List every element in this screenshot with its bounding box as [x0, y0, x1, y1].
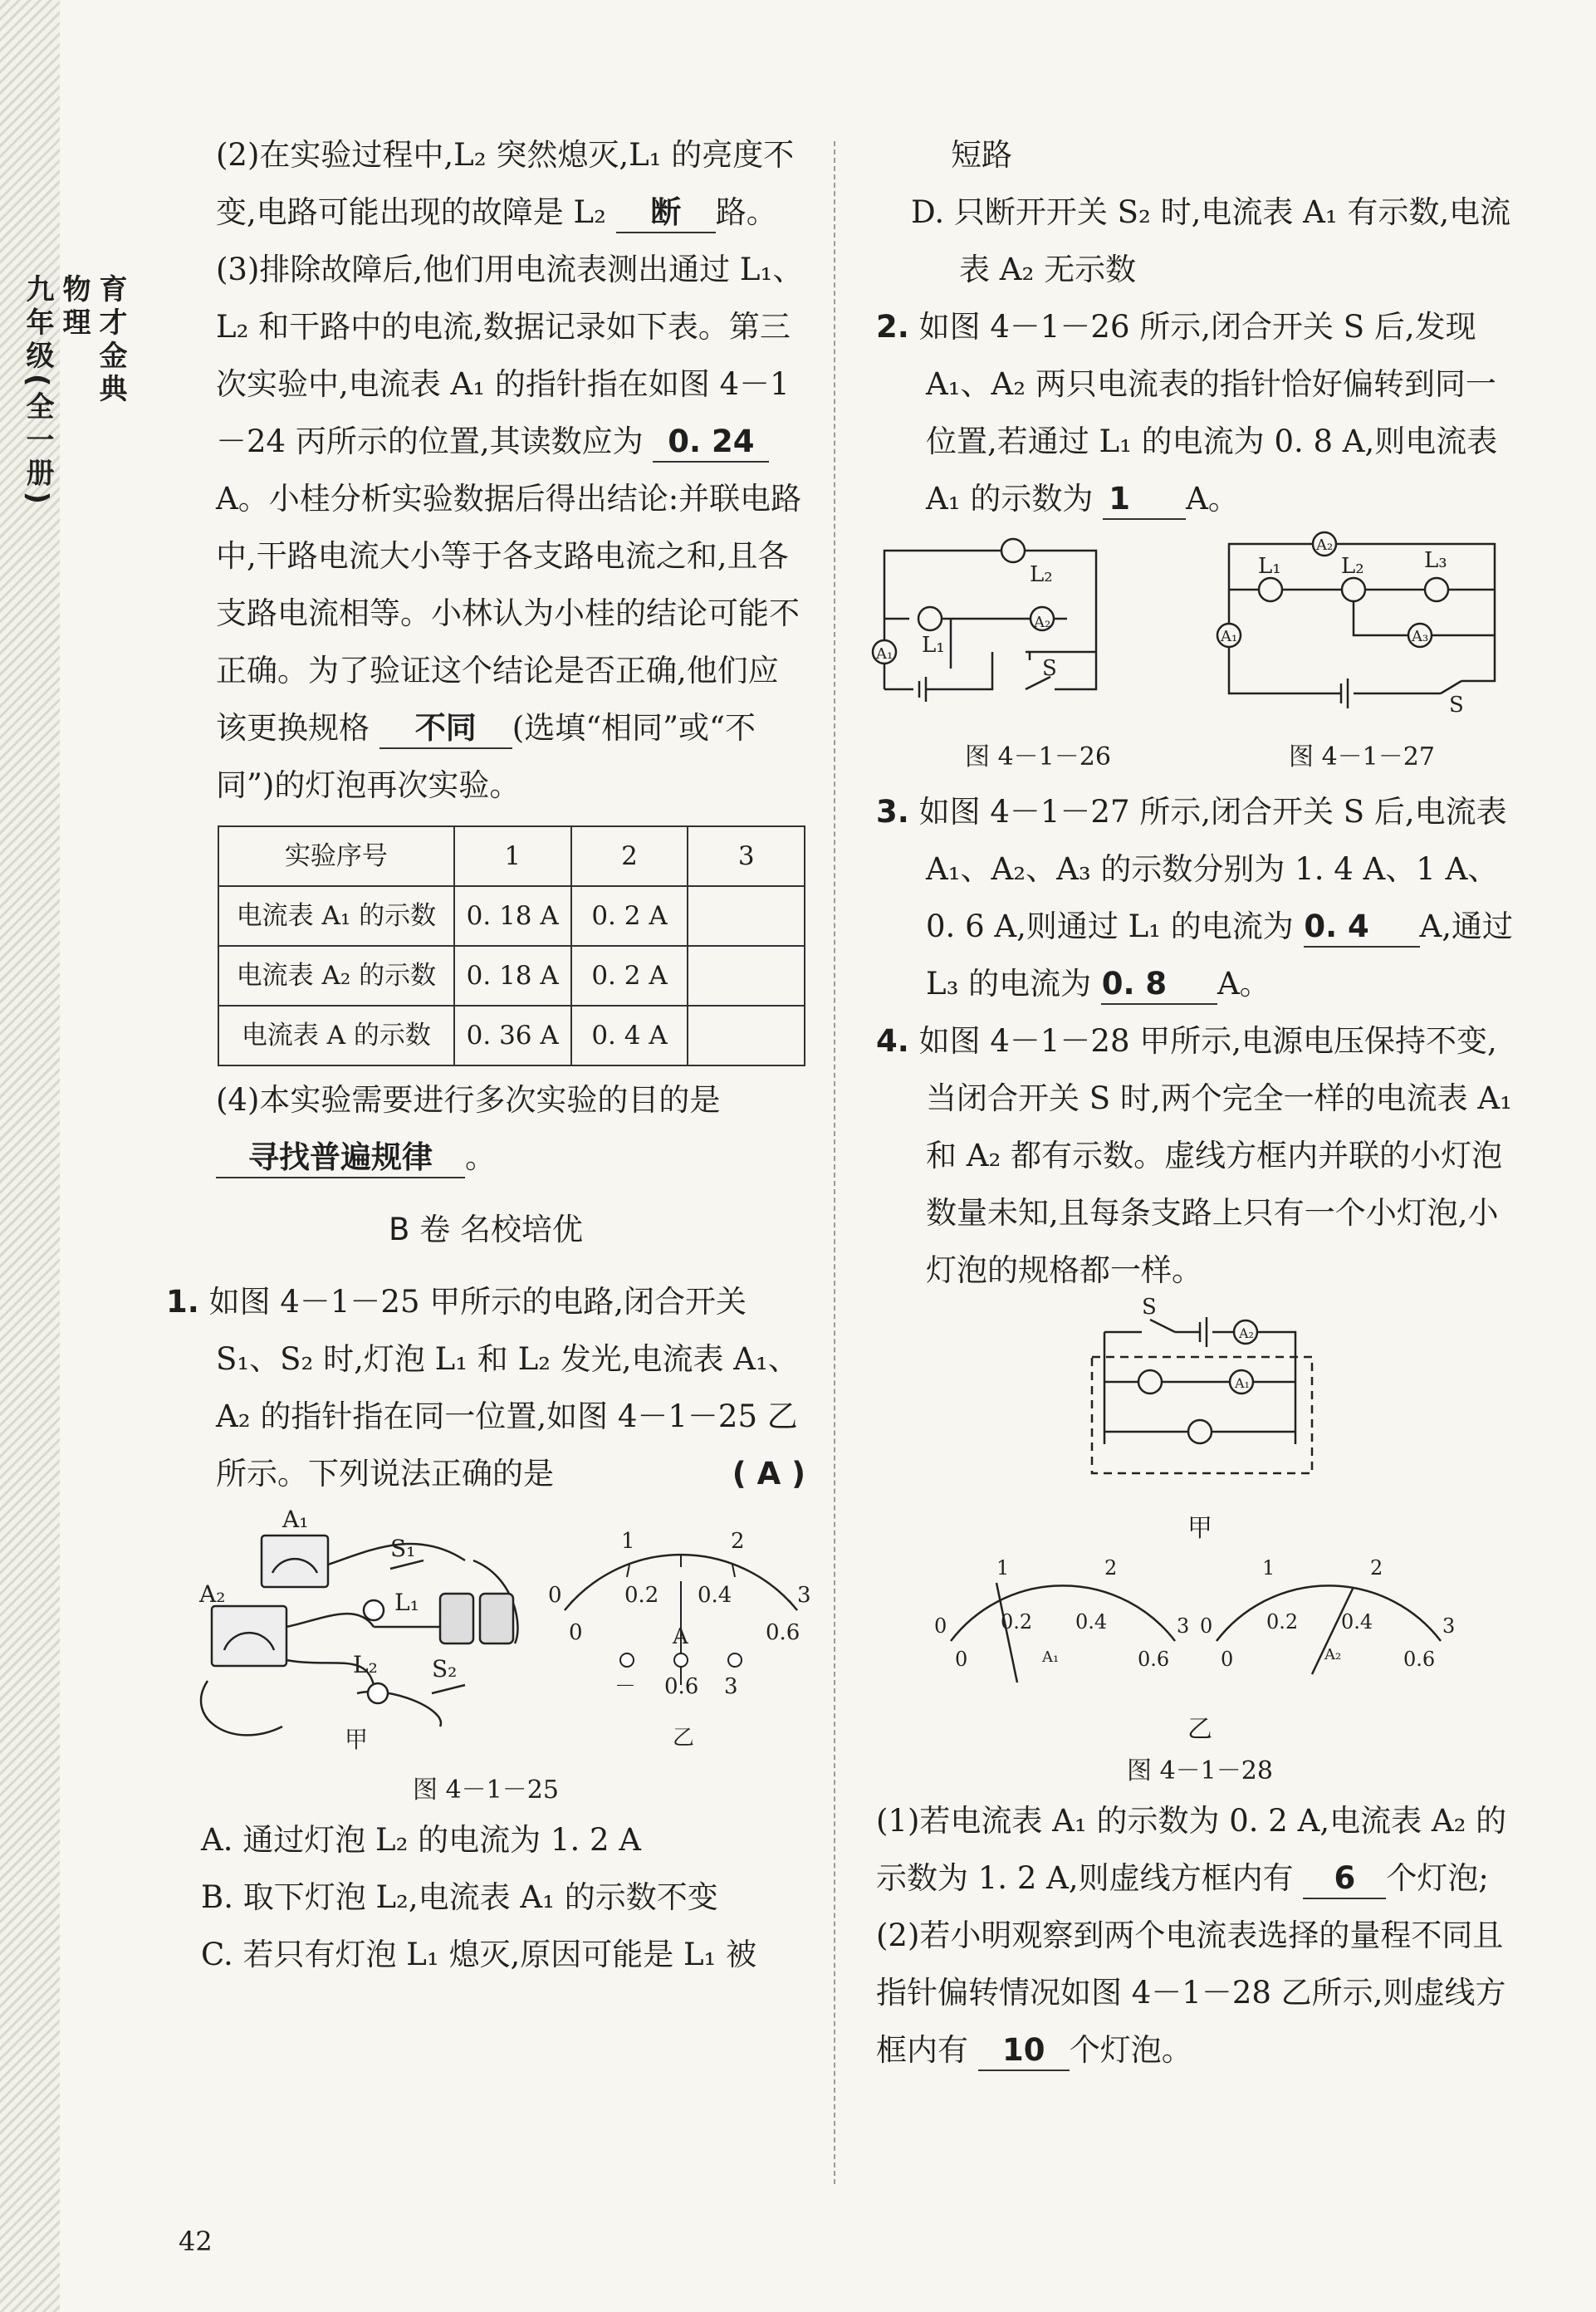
fig28-meter2-tick-1: 1	[1262, 1556, 1275, 1580]
fig28-meter2-tick-0.4: 0.4	[1341, 1610, 1373, 1634]
page-number: 42	[179, 2226, 213, 2257]
answer-blank: 0. 4	[1304, 908, 1420, 948]
fig27-A2-label: A₂	[1316, 536, 1334, 554]
fig26-A2-label: A₂	[1034, 614, 1051, 631]
fig25-terminal-0.6: 0.6	[664, 1674, 699, 1699]
fig28-A1-label: A₁	[1235, 1375, 1250, 1391]
spine-book: 育才金典	[94, 274, 127, 407]
question-2: 2. 如图 4－1－26 所示,闭合开关 S 后,发现 A₁、A₂ 两只电流表的指针恰好偏转到同一位置,若通过 L₁ 的电流为 0. 8 A,则电流表 A₁ 的示数为 1 A。	[876, 298, 1524, 527]
question-4: 4. 如图 4－1－28 甲所示,电源电压保持不变,当闭合开关 S 时,两个完全一样的电流表 A₁ 和 A₂ 都有示数。虚线方框内并联的小灯泡数量未知,且每条支路上只有一个小灯泡,小灯泡的规格都一样。	[876, 1023, 1512, 1288]
fig28-meter1-tick-2: 2	[1104, 1556, 1118, 1580]
answer-blank: 0. 24	[653, 423, 769, 463]
fig28-S-label: S	[1142, 1295, 1157, 1320]
fig27-A1-label: A₁	[1221, 628, 1238, 645]
question-3: 3. 如图 4－1－27 所示,闭合开关 S 后,电流表 A₁、A₂、A₃ 的示数分别为 1. 4 A、1 A、0. 6 A,则通过 L₁ 的电流为 0. 4 A,通过 L₃ 的电流为 0. 8 A。	[876, 783, 1524, 1012]
fig28-meter1-end-0: 0	[934, 1614, 947, 1638]
option-b: B. 取下灯泡 L₂,电流表 A₁ 的示数不变	[201, 1879, 718, 1915]
fig28-meter1-low-0: 0	[955, 1648, 968, 1671]
fig28-meter1-tick-0.2: 0.2	[1001, 1610, 1033, 1634]
fig25-S1-label: S₁	[390, 1535, 416, 1562]
answer-blank: 断	[616, 193, 716, 233]
fig28-meter2-tick-0.2: 0.2	[1266, 1610, 1299, 1634]
fig28-meter2-A2: A₂	[1324, 1646, 1342, 1663]
data-table	[218, 825, 805, 1066]
fig25-yi: 乙	[673, 1726, 695, 1751]
question-4-part2: (2)若小明观察到两个电流表选择的量程不同且指针偏转情况如图 4－1－28 乙所示,则虚线方框内有 10 个灯泡。	[876, 1907, 1524, 2079]
fig25-tick-low-0: 0	[569, 1620, 583, 1645]
fig28-meter1-tick-1: 1	[996, 1556, 1010, 1580]
option-c: C. 若只有灯泡 L₁ 熄灭,原因可能是 L₁ 被	[201, 1937, 757, 1972]
option-a: A. 通过灯泡 L₂ 的电流为 1. 2 A	[201, 1822, 642, 1858]
fig27-L3-label: L₃	[1424, 548, 1447, 573]
fig25-jia: 甲	[345, 1726, 369, 1753]
fig26-A1-label: A₁	[876, 645, 893, 663]
fig27-L1-label: L₁	[1258, 554, 1281, 579]
fig25-terminal-3: 3	[724, 1674, 738, 1699]
table-header-row: 实验序号 1 2 3	[218, 826, 805, 886]
figures-4-1-26-27	[876, 527, 1524, 718]
fig25-A2-label: A₂	[199, 1580, 226, 1608]
fig28-meter2-end-3: 3	[1442, 1614, 1456, 1638]
option-d: D. 只断开开关 S₂ 时,电流表 A₁ 有示数,电流表 A₂ 无示数	[911, 194, 1511, 287]
answer-blank: 1	[1103, 480, 1186, 520]
fig25-tick-1: 1	[621, 1529, 635, 1554]
figure-4-1-25	[166, 1502, 811, 1753]
section-heading: B 卷 名校培优	[389, 1212, 583, 1247]
q2-part3: (3)排除故障后,他们用电流表测出通过 L₁、L₂ 和干路中的电流,数据记录如下表。第三次实验中,电流表 A₁ 的指针指在如图 4－1－24 丙所示的位置,其读数应为 0. 24A。小桂分析实验数据后得出结论:并联电路中,干路电流大小等于各支路电流之和,且各支路电流相等。小林认为小桂的结论可能不正确。为了验证这个结论是否正确,他们应该更换规格 不同 (选填“相同”或“不同”)的灯泡再次实验。	[216, 252, 804, 803]
table-row: 电流表 A 的示数 0. 36 A 0. 4 A	[218, 1006, 805, 1065]
fig26-S-label: S	[1042, 656, 1057, 681]
figure-label-jia: 甲	[1187, 1514, 1212, 1543]
fig25-tick-low-0.6: 0.6	[766, 1620, 800, 1645]
figure-caption: 图 4－1－27	[1289, 742, 1435, 771]
fig25-L1-label: L₁	[394, 1589, 419, 1616]
fig25-tick-2: 2	[731, 1529, 745, 1554]
answer-blank: 6	[1303, 1859, 1386, 1899]
fig28-meter2-low-0: 0	[1221, 1648, 1234, 1671]
q2-part4: (4)本实验需要进行多次实验的目的是 寻找普遍规律 。	[166, 1071, 805, 1186]
figure-caption: 图 4－1－25	[413, 1776, 559, 1805]
figure-4-1-28-jia	[876, 1295, 1524, 1490]
answer-blank: 0. 8	[1101, 965, 1217, 1005]
fig25-L2-label: L₂	[353, 1651, 378, 1678]
fig25-tick-0.4: 0.4	[698, 1583, 732, 1608]
fig28-meter1-tick-0.4: 0.4	[1075, 1610, 1108, 1634]
figure-label-yi: 乙	[1187, 1715, 1212, 1744]
question-1: 1. 如图 4－1－25 甲所示的电路,闭合开关 S₁、S₂ 时,灯泡 L₁ 和 L₂ 发光,电流表 A₁、A₂ 的指针指在同一位置,如图 4－1－25 乙所示。下列说法正确的是 ( A )	[166, 1273, 805, 1502]
fig28-meter1-end-3: 3	[1177, 1614, 1190, 1638]
fig25-meter-A: A	[673, 1624, 688, 1649]
q2-part2: (2)在实验过程中,L₂ 突然熄灭,L₁ 的亮度不变,电路可能出现的故障是 L₂ 断 路。	[166, 126, 805, 241]
figure-4-1-28-yi	[876, 1550, 1524, 1691]
fig28-meter2-low-0.6: 0.6	[1403, 1648, 1436, 1671]
fig25-tick-0.2: 0.2	[624, 1583, 659, 1608]
fig25-terminal-minus: －	[614, 1674, 637, 1699]
table-row: 电流表 A₂ 的示数 0. 18 A 0. 2 A	[218, 946, 805, 1006]
fig25-tick-end-3: 3	[797, 1583, 811, 1608]
answer-blank: 10	[978, 2031, 1070, 2071]
fig28-meter1-low-0.6: 0.6	[1138, 1648, 1170, 1671]
fig25-A1-label: A₁	[282, 1506, 309, 1533]
figure-caption: 图 4－1－28	[1127, 1756, 1273, 1785]
table-row: 电流表 A₁ 的示数 0. 18 A 0. 2 A	[218, 886, 805, 946]
spine-title	[21, 274, 129, 531]
right-column	[876, 126, 1524, 2079]
fig26-L1-label: L₁	[922, 633, 945, 658]
spine-subject: 物理	[57, 274, 91, 340]
fig28-meter2-end-0: 0	[1200, 1614, 1213, 1638]
fig25-tick-end-0: 0	[548, 1583, 562, 1608]
column-divider	[834, 141, 835, 2184]
figure-captions-row	[876, 737, 1524, 778]
left-column	[166, 126, 811, 1983]
option-c-continued: 短路	[951, 137, 1012, 173]
spine-grade: 九年级(全一册)	[21, 274, 54, 510]
fig28-meter1-A1: A₁	[1042, 1648, 1060, 1666]
fig27-A3-label: A₃	[1412, 628, 1429, 645]
choice-answer: ( A )	[732, 1456, 805, 1492]
fig27-L2-label: L₂	[1341, 554, 1364, 579]
fig27-S-label: S	[1449, 693, 1464, 718]
figure-caption: 图 4－1－26	[965, 742, 1111, 771]
answer-blank: 不同	[379, 709, 512, 749]
answer-blank: 寻找普遍规律	[216, 1139, 465, 1178]
fig28-A2-label: A₂	[1239, 1325, 1254, 1341]
question-4-part1: (1)若电流表 A₁ 的示数为 0. 2 A,电流表 A₂ 的示数为 1. 2 A,则虚线方框内有 6 个灯泡;	[876, 1792, 1524, 1907]
fig28-meter2-tick-2: 2	[1370, 1556, 1383, 1580]
fig25-S2-label: S₂	[432, 1655, 458, 1683]
fig26-L2-label: L₂	[1030, 562, 1053, 587]
